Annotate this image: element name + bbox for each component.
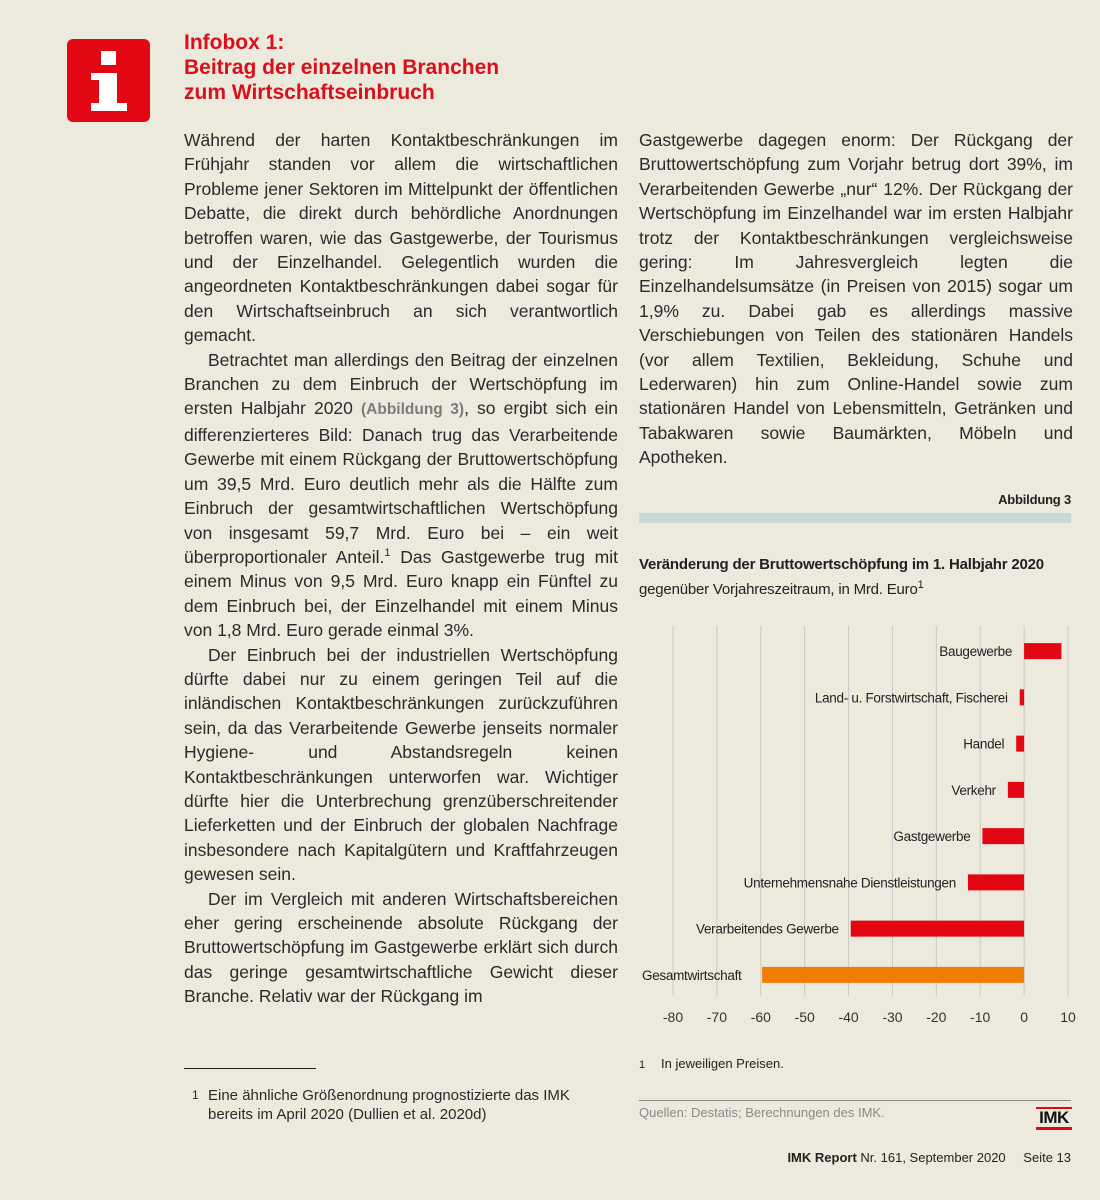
text-column-left bbox=[184, 128, 618, 1009]
category-label: Verarbeitendes Gewerbe bbox=[696, 921, 839, 937]
footer-issue: Nr. 161, September 2020 bbox=[860, 1150, 1006, 1165]
footnote-marker[interactable]: 1 bbox=[384, 547, 391, 560]
paragraph-5: Gastgewerbe dagegen enorm: Der Rückgang der Bruttowertschöpfung zum Vorjahr betrug dort 39%, im Verarbeitenden Gewerbe „nur“ 12%. Der Rückgang der Wertschöpfung im Einzelhandel war im ersten Halbjahr trotz der Kontaktbeschränkungen vergleichsweise gering: Im Jahresvergleich legten die Einzelhandelsumsätze (in Preisen von 2015) sogar um 1,9% zu. Dabei gab es allerdings massive Verschiebungen von Teilen des stationären Handels (vor allem Textilien, Bekleidung, Schuhe und Lederwaren) hin zum Online-Handel sowie zum stationären Handel von Lebensmitteln, Getränken und Tabakwaren sowie Baumärkten, Möbeln und Apotheken. bbox=[639, 130, 1073, 468]
tick-label: -80 bbox=[662, 1009, 684, 1025]
info-icon bbox=[67, 39, 150, 122]
chart-note bbox=[639, 1056, 784, 1071]
paragraph-2-text-a: Betrachtet man allerdings den Beitrag der einzelnen Branchen zu dem Einbruch der Wertschöpfung im ersten Halbjahr 2020 bbox=[184, 349, 618, 419]
tick-label: 10 bbox=[1060, 1009, 1076, 1025]
tick-label: -70 bbox=[706, 1009, 728, 1025]
tick-label: -50 bbox=[794, 1009, 815, 1025]
infobox-title-line1: Beitrag der einzelnen Branchen bbox=[184, 56, 500, 79]
tick-label: -20 bbox=[926, 1009, 947, 1025]
figure-title: Veränderung der Bruttowertschöpfung im 1. Halbjahr 2020 bbox=[639, 556, 1044, 573]
bar bbox=[762, 967, 1024, 983]
figure-subtitle-text: gegenüber Vorjahreszeitraum, in Mrd. Euro bbox=[639, 581, 918, 598]
category-label: Verkehr bbox=[951, 782, 996, 798]
infobox-title bbox=[184, 30, 499, 105]
figure-label: Abbildung 3 bbox=[998, 492, 1071, 507]
bar bbox=[851, 921, 1024, 937]
tick-label: -40 bbox=[838, 1009, 859, 1025]
footnote-divider bbox=[184, 1068, 316, 1069]
footnote bbox=[184, 1086, 614, 1124]
infobox-title-line2: zum Wirtschaftseinbruch bbox=[184, 81, 435, 104]
tick-label: 0 bbox=[1020, 1009, 1029, 1025]
category-label: Gesamtwirtschaft bbox=[642, 967, 742, 983]
bar bbox=[982, 828, 1024, 844]
paragraph-4: Der im Vergleich mit anderen Wirtschaftsbereichen eher gering erscheinende absolute Rückgang der Bruttowertschöpfung im Gastgewerbe erklärt sich durch das geringe gesamtwirtschaftliche Gewicht dieser Branche. Relativ war der Rückgang im bbox=[184, 888, 618, 1007]
chart-note-text: In jeweiligen Preisen. bbox=[661, 1056, 784, 1071]
imk-logo-text: IMK bbox=[1039, 1108, 1069, 1127]
footnote-number: 1 bbox=[192, 1088, 199, 1102]
category-label: Land- u. Forstwirtschaft, Fischerei bbox=[814, 690, 1008, 706]
paragraph-2-text-c: Das Gastgewerbe trug mit einem Minus von 9,5 Mrd. Euro knapp ein Fünftel zu dem Einbruch bei, der Einzelhandel mit einem Minus von 1,8 Mrd. Euro gerade einmal 3%. bbox=[184, 546, 619, 641]
text-column-right bbox=[639, 128, 1073, 470]
category-label: Baugewerbe bbox=[939, 644, 1013, 660]
page-footer bbox=[787, 1150, 1071, 1165]
tick-label: -30 bbox=[882, 1009, 903, 1025]
footer-page-number: Seite 13 bbox=[1023, 1150, 1071, 1165]
figure-subtitle bbox=[639, 581, 924, 598]
chart-note-number: 1 bbox=[639, 1059, 646, 1071]
tick-label: -10 bbox=[970, 1009, 991, 1025]
paragraph-3: Der Einbruch bei der industriellen Wertschöpfung dürfte dabei nur zu einem geringen Teil auf die inländischen Kontaktbeschränkungen zurückzuführen sein, da das Verarbeitende Gewerbe jenseits normaler Hygiene- und Abstandsregeln keinen Kontaktbeschränkungen unterworfen war. Wichtiger dürfte hier die Unterbrechung grenzüberschreitender Lieferketten und der Einbruch der globalen Nachfrage insbesondere nach Kapitalgütern und Kraftfahrzeugen gewesen sein. bbox=[184, 644, 618, 885]
category-label: Gastgewerbe bbox=[893, 829, 971, 845]
figure-header-bar bbox=[639, 513, 1071, 523]
footer-report-name: IMK Report bbox=[787, 1150, 857, 1165]
paragraph-2 bbox=[184, 348, 618, 643]
bar bbox=[1016, 736, 1024, 752]
sources: Quellen: Destatis; Berechnungen des IMK. bbox=[639, 1105, 885, 1120]
category-label: Handel bbox=[963, 736, 1005, 752]
sources-divider bbox=[639, 1100, 1071, 1101]
paragraph-2-text-b: , so ergibt sich ein differenzierteres Bild: Danach trug das Verarbeitende Gewerbe mit einem Rückgang der Bruttowertschöpfung um 39,5 Mrd. Euro deutlich mehr als die Hälfte zum Einbruch der gesamtwirtschaftlichen Wertschöpfung von insgesamt 59,7 Mrd. Euro bei – ein weit überproportionaler Anteil. bbox=[184, 398, 619, 567]
paragraph-1: Während der harten Kontaktbeschränkungen im Frühjahr standen vor allem die wirtschaftlichen Probleme jener Sektoren im Mittelpunkt der öffentlichen Debatte, die direkt durch behördliche Anordnungen betroffen waren, wie das Gastgewerbe, der Tourismus und der Einzelhandel. Gelegentlich wurden die angeordneten Kontaktbeschränkungen dabei sogar für den Wirtschaftseinbruch an sich verantwortlich gemacht. bbox=[184, 130, 618, 346]
figure-reference-link[interactable]: (Abbildung 3) bbox=[361, 401, 465, 419]
bar bbox=[968, 874, 1024, 890]
category-label: Unternehmensnahe Dienstleistungen bbox=[743, 875, 956, 891]
figure-subtitle-footnote: 1 bbox=[917, 579, 924, 591]
bar bbox=[1024, 643, 1061, 659]
bar bbox=[1020, 689, 1024, 705]
tick-label: -60 bbox=[750, 1009, 771, 1025]
bar-chart bbox=[630, 620, 1080, 1040]
bar bbox=[1008, 782, 1024, 798]
infobox-label: Infobox 1: bbox=[184, 31, 285, 54]
footnote-text: Eine ähnliche Größenordnung prognostizierte das IMK bereits im April 2020 (Dullien et al. 2020d) bbox=[208, 1087, 570, 1123]
imk-logo bbox=[1036, 1107, 1072, 1131]
